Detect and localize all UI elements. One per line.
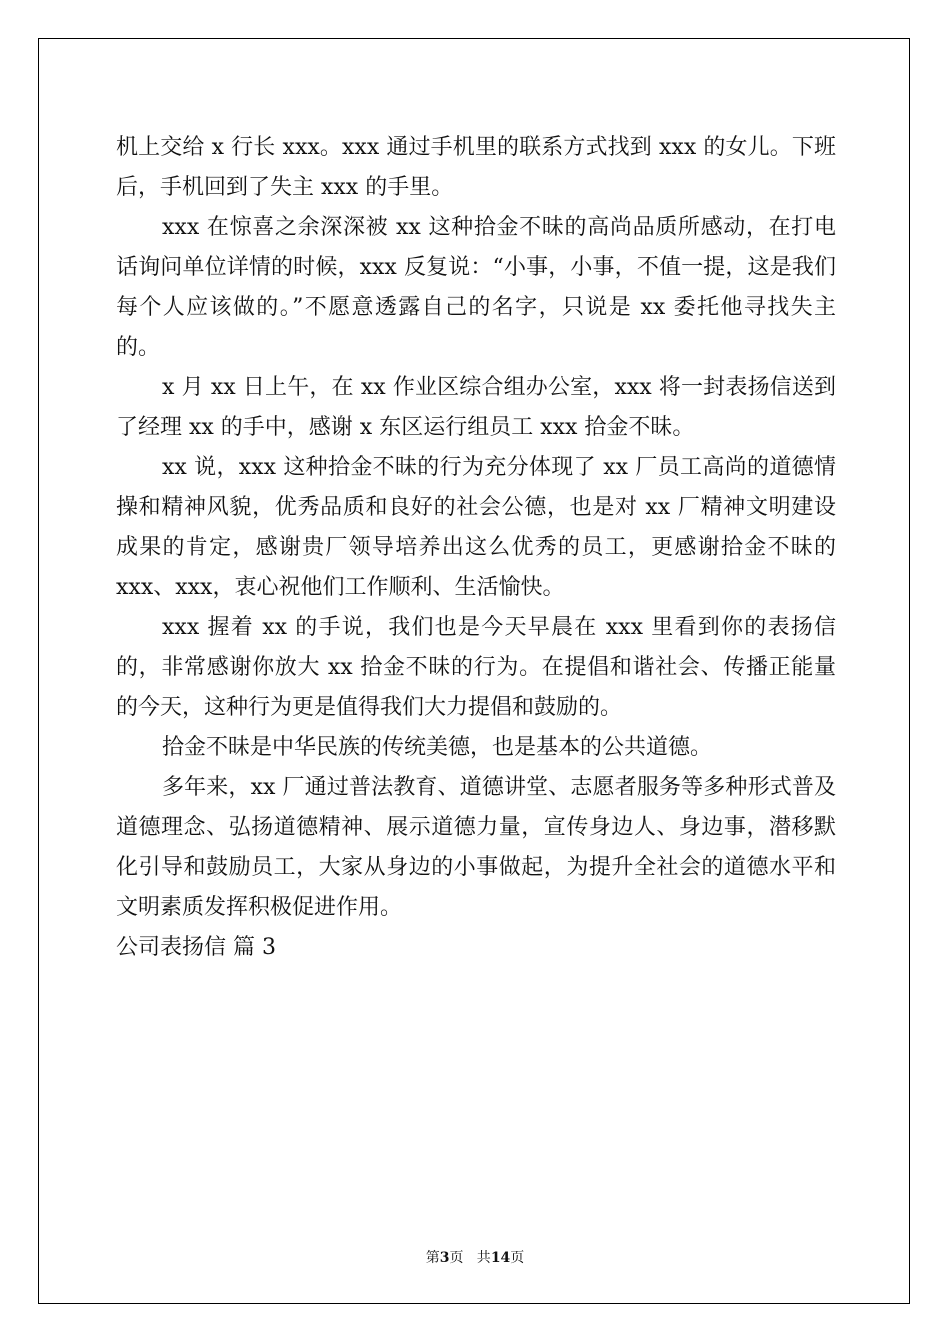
footer-suffix: 页 — [510, 1250, 525, 1266]
paragraph: 拾金不昧是中华民族的传统美德，也是基本的公共道德。 — [162, 735, 713, 760]
page-footer — [0, 1247, 950, 1267]
total-page-number: 14 — [490, 1250, 511, 1266]
paragraph: xx 说，xxx 这种拾金不昧的行为充分体现了 xx 厂员工高尚的道德情操和精神风貌，优秀品质和良好的社会公德，也是对 xx 厂精神文明建设成果的肯定，感谢贵厂领导培养出这么优秀的员工，更感谢拾金不昧的 xxx、xxx，衷心祝他们工作顺利、生活愉快。 — [116, 455, 836, 600]
paragraph: xxx 在惊喜之余深深被 xx 这种拾金不昧的高尚品质所感动，在打电话询问单位详情的时候，xxx 反复说：“小事，小事，不值一提，这是我们每个人应该做的。”不愿意透露自己的名字，只说是 xx 委托他寻找失主的。 — [116, 215, 836, 360]
paragraph: 机上交给 x 行长 xxx。xxx 通过手机里的联系方式找到 xxx 的女儿。下班后，手机回到了失主 xxx 的手里。 — [116, 135, 836, 200]
footer-middle: 页 共 — [449, 1250, 491, 1266]
paragraph: 多年来，xx 厂通过普法教育、道德讲堂、志愿者服务等多种形式普及道德理念、弘扬道德精神、展示道德力量，宣传身边人、身边事，潜移默化引导和鼓励员工，大家从身边的小事做起，为提升全社会的道德水平和文明素质发挥积极促进作用。 — [116, 775, 836, 920]
paragraph: xxx 握着 xx 的手说，我们也是今天早晨在 xxx 里看到你的表扬信的，非常感谢你放大 xx 拾金不昧的行为。在提倡和谐社会、传播正能量的今天，这种行为更是值得我们大力提倡和鼓励的。 — [116, 615, 836, 720]
current-page-number: 3 — [439, 1250, 450, 1266]
document-body — [116, 128, 836, 968]
paragraph: x 月 xx 日上午，在 xx 作业区综合组办公室，xxx 将一封表扬信送到了经理 xx 的手中，感谢 x 东区运行组员工 xxx 拾金不昧。 — [116, 375, 836, 440]
section-title: 公司表扬信 篇 3 — [116, 935, 276, 960]
footer-prefix: 第 — [425, 1250, 440, 1266]
